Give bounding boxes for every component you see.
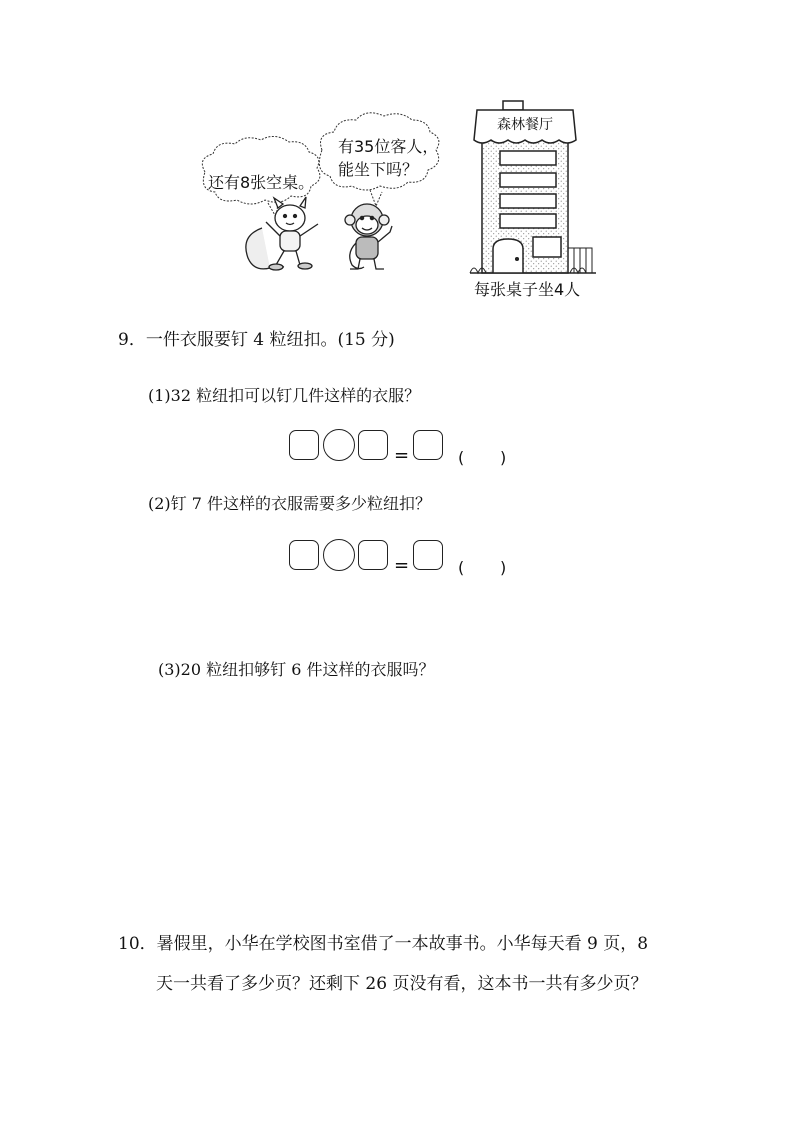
question-9-title: 9．一件衣服要钉 4 粒纽扣。(15 分) xyxy=(118,330,395,350)
answer-box[interactable] xyxy=(289,540,319,570)
question-9-part-1: (1)32 粒纽扣可以钉几件这样的衣服？ xyxy=(148,386,421,405)
monkey-figure xyxy=(345,204,392,269)
question-10-line-1: 10．暑假里，小华在学校图书室借了一本故事书。小华每天看 9 页，8 xyxy=(118,934,649,954)
answer-box[interactable] xyxy=(358,540,388,570)
answer-box[interactable] xyxy=(289,430,319,460)
unit-paren-open: ( xyxy=(458,448,465,467)
unit-paren-close: ) xyxy=(500,448,507,467)
answer-box[interactable] xyxy=(358,430,388,460)
unit-paren-open: ( xyxy=(458,558,465,577)
squirrel-speech-text: 还有8张空桌。 xyxy=(208,173,315,192)
equals-sign: = xyxy=(394,445,410,466)
question-10-line-2: 天一共看了多少页？还剩下 26 页没有看，这本书一共有多少页？ xyxy=(156,974,648,994)
monkey-speech-line1: 有35位客人， xyxy=(338,137,439,156)
operator-circle[interactable] xyxy=(323,539,355,571)
restaurant-sign: 森林餐厅 xyxy=(497,117,553,133)
question-9-part-3: (3)20 粒纽扣够钉 6 件这样的衣服吗？ xyxy=(158,660,435,679)
operator-circle[interactable] xyxy=(323,429,355,461)
answer-box[interactable] xyxy=(413,430,443,460)
monkey-speech-line2: 能坐下吗？ xyxy=(338,160,419,179)
question-9-part-2: (2)钉 7 件这样的衣服需要多少粒纽扣？ xyxy=(148,494,432,513)
answer-box[interactable] xyxy=(413,540,443,570)
unit-paren-close: ) xyxy=(500,558,507,577)
table-capacity-caption: 每张桌子坐4人 xyxy=(474,280,581,299)
squirrel-figure xyxy=(246,197,318,270)
equals-sign: = xyxy=(394,555,410,576)
